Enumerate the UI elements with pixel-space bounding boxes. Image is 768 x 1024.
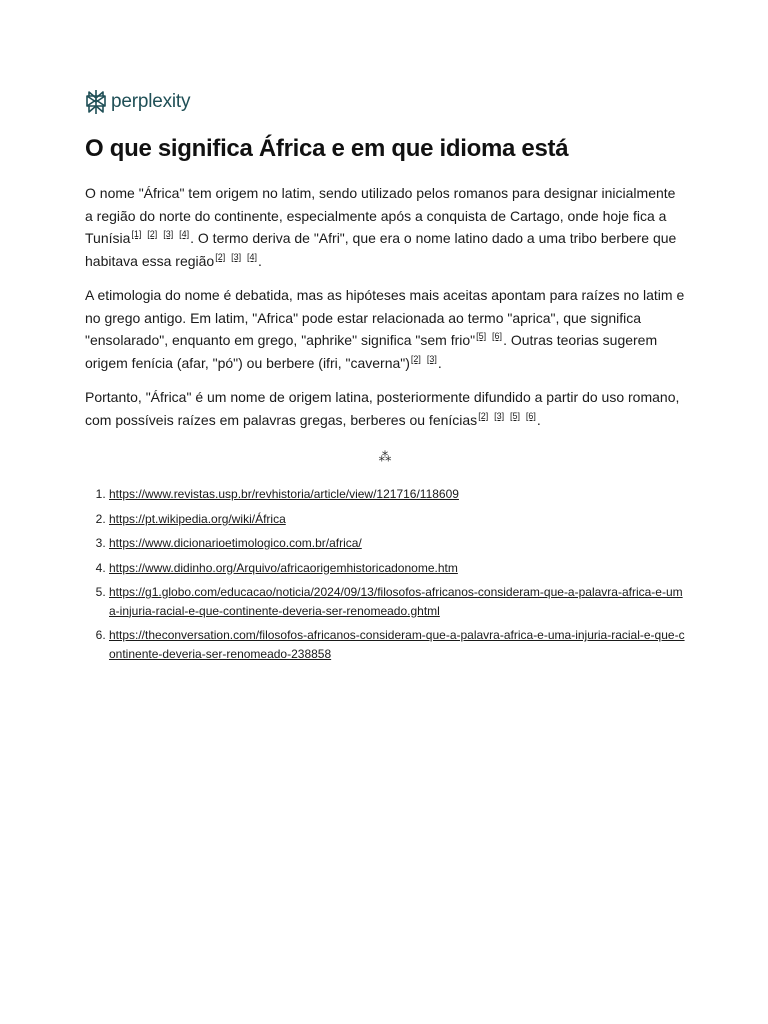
paragraph-text: . O termo deriva de "Afri", que era o nome latino dado a uma tribo berbere que habitava essa região (85, 230, 677, 269)
paragraph-text: A etimologia do nome é debatida, mas as hipóteses mais aceitas apontam para raízes no latim e no grego antigo. Em latim, "Africa" pode estar relacionada ao termo "aprica", que significa "ensolarado", enquanto em grego, "aphrike" significa "sem frio" (85, 287, 685, 348)
reference-item (109, 559, 685, 578)
paragraph-text: . (258, 252, 262, 269)
paragraph-text: . Outras teorias sugerem origem fenícia (afar, "pó") ou berbere (ifri, "caverna") (85, 332, 658, 371)
reference-link[interactable]: https://www.revistas.usp.br/revhistoria/article/view/121716/118609 (109, 487, 459, 501)
paragraph-text: Portanto, "África" é um nome de origem latina, posteriormente difundido a partir do uso romano, com possíveis raízes em palavras gregas, berberes ou fenícias (85, 389, 680, 428)
citation (215, 252, 225, 262)
citation (179, 229, 189, 239)
paragraph-text: . (536, 411, 541, 428)
citation (247, 252, 257, 262)
logo-text: perplexity (111, 91, 191, 112)
article-body (85, 182, 685, 431)
citation-link[interactable]: [2] (478, 410, 489, 421)
citation-link[interactable]: [3] (426, 353, 437, 364)
paragraph-text: . (437, 354, 442, 371)
citation (478, 411, 488, 421)
reference-link[interactable]: https://theconversation.com/filosofos-africanos-consideram-que-a-palavra-africa-e-uma-injuria-racial-e-que-continente-deveria-ser-renomeado-238858 (109, 628, 685, 661)
reference-item (109, 583, 685, 620)
reference-link[interactable]: https://pt.wikipedia.org/wiki/África (109, 511, 286, 526)
citation-link[interactable]: [2] (147, 229, 158, 240)
citation (510, 411, 520, 421)
reference-item (109, 534, 685, 553)
document-page (85, 88, 685, 669)
paragraph-text: O nome "África" tem origem no latim, sendo utilizado pelos romanos para designar inicialmente a região do norte do continente, especialmente após a conquista de Cartago, onde hoje fica a Tunísia (85, 185, 676, 246)
reference-item (109, 485, 685, 504)
perplexity-logo-icon (85, 89, 107, 115)
citation-link[interactable]: [4] (247, 251, 258, 262)
citation (476, 331, 486, 341)
citation-link[interactable]: [6] (525, 410, 536, 421)
citation (494, 411, 504, 421)
citation (411, 354, 421, 364)
reference-link[interactable]: https://www.dicionarioetimologico.com.br/africa/ (109, 536, 362, 550)
citation-link[interactable]: [5] (510, 410, 521, 421)
section-divider: ⁂ (378, 449, 392, 464)
reference-item (109, 510, 685, 529)
paragraph (85, 386, 685, 431)
citation (231, 252, 241, 262)
citation-link[interactable]: [2] (215, 251, 226, 262)
citation-link[interactable]: [3] (494, 410, 505, 421)
paragraph (85, 182, 685, 272)
paragraph (85, 284, 685, 374)
citation (526, 411, 536, 421)
page-title: O que significa África e em que idioma está (85, 135, 569, 162)
citation (131, 229, 141, 239)
citation-link[interactable]: [5] (476, 331, 487, 342)
citation-link[interactable]: [3] (231, 251, 242, 262)
reference-link[interactable]: https://www.didinho.org/Arquivo/africaorigemhistoricadonome.htm (109, 560, 458, 575)
citation-link[interactable]: [3] (163, 229, 174, 240)
citation (492, 331, 502, 341)
citation-link[interactable]: [2] (410, 353, 421, 364)
reference-item (109, 626, 685, 663)
citation (147, 229, 157, 239)
citation (427, 354, 437, 364)
reference-link[interactable]: https://g1.globo.com/educacao/noticia/2024/09/13/filosofos-africanos-consideram-que-a-palavra-africa-e-uma-injuria-racial-e-que-continente-deveria-ser-renomeado.ghtml (109, 585, 683, 618)
citation (163, 229, 173, 239)
citation-link[interactable]: [4] (179, 229, 190, 240)
perplexity-logo[interactable] (85, 88, 685, 116)
references-list (85, 485, 685, 663)
citation-link[interactable]: [1] (131, 229, 142, 240)
citation-link[interactable]: [6] (492, 331, 503, 342)
